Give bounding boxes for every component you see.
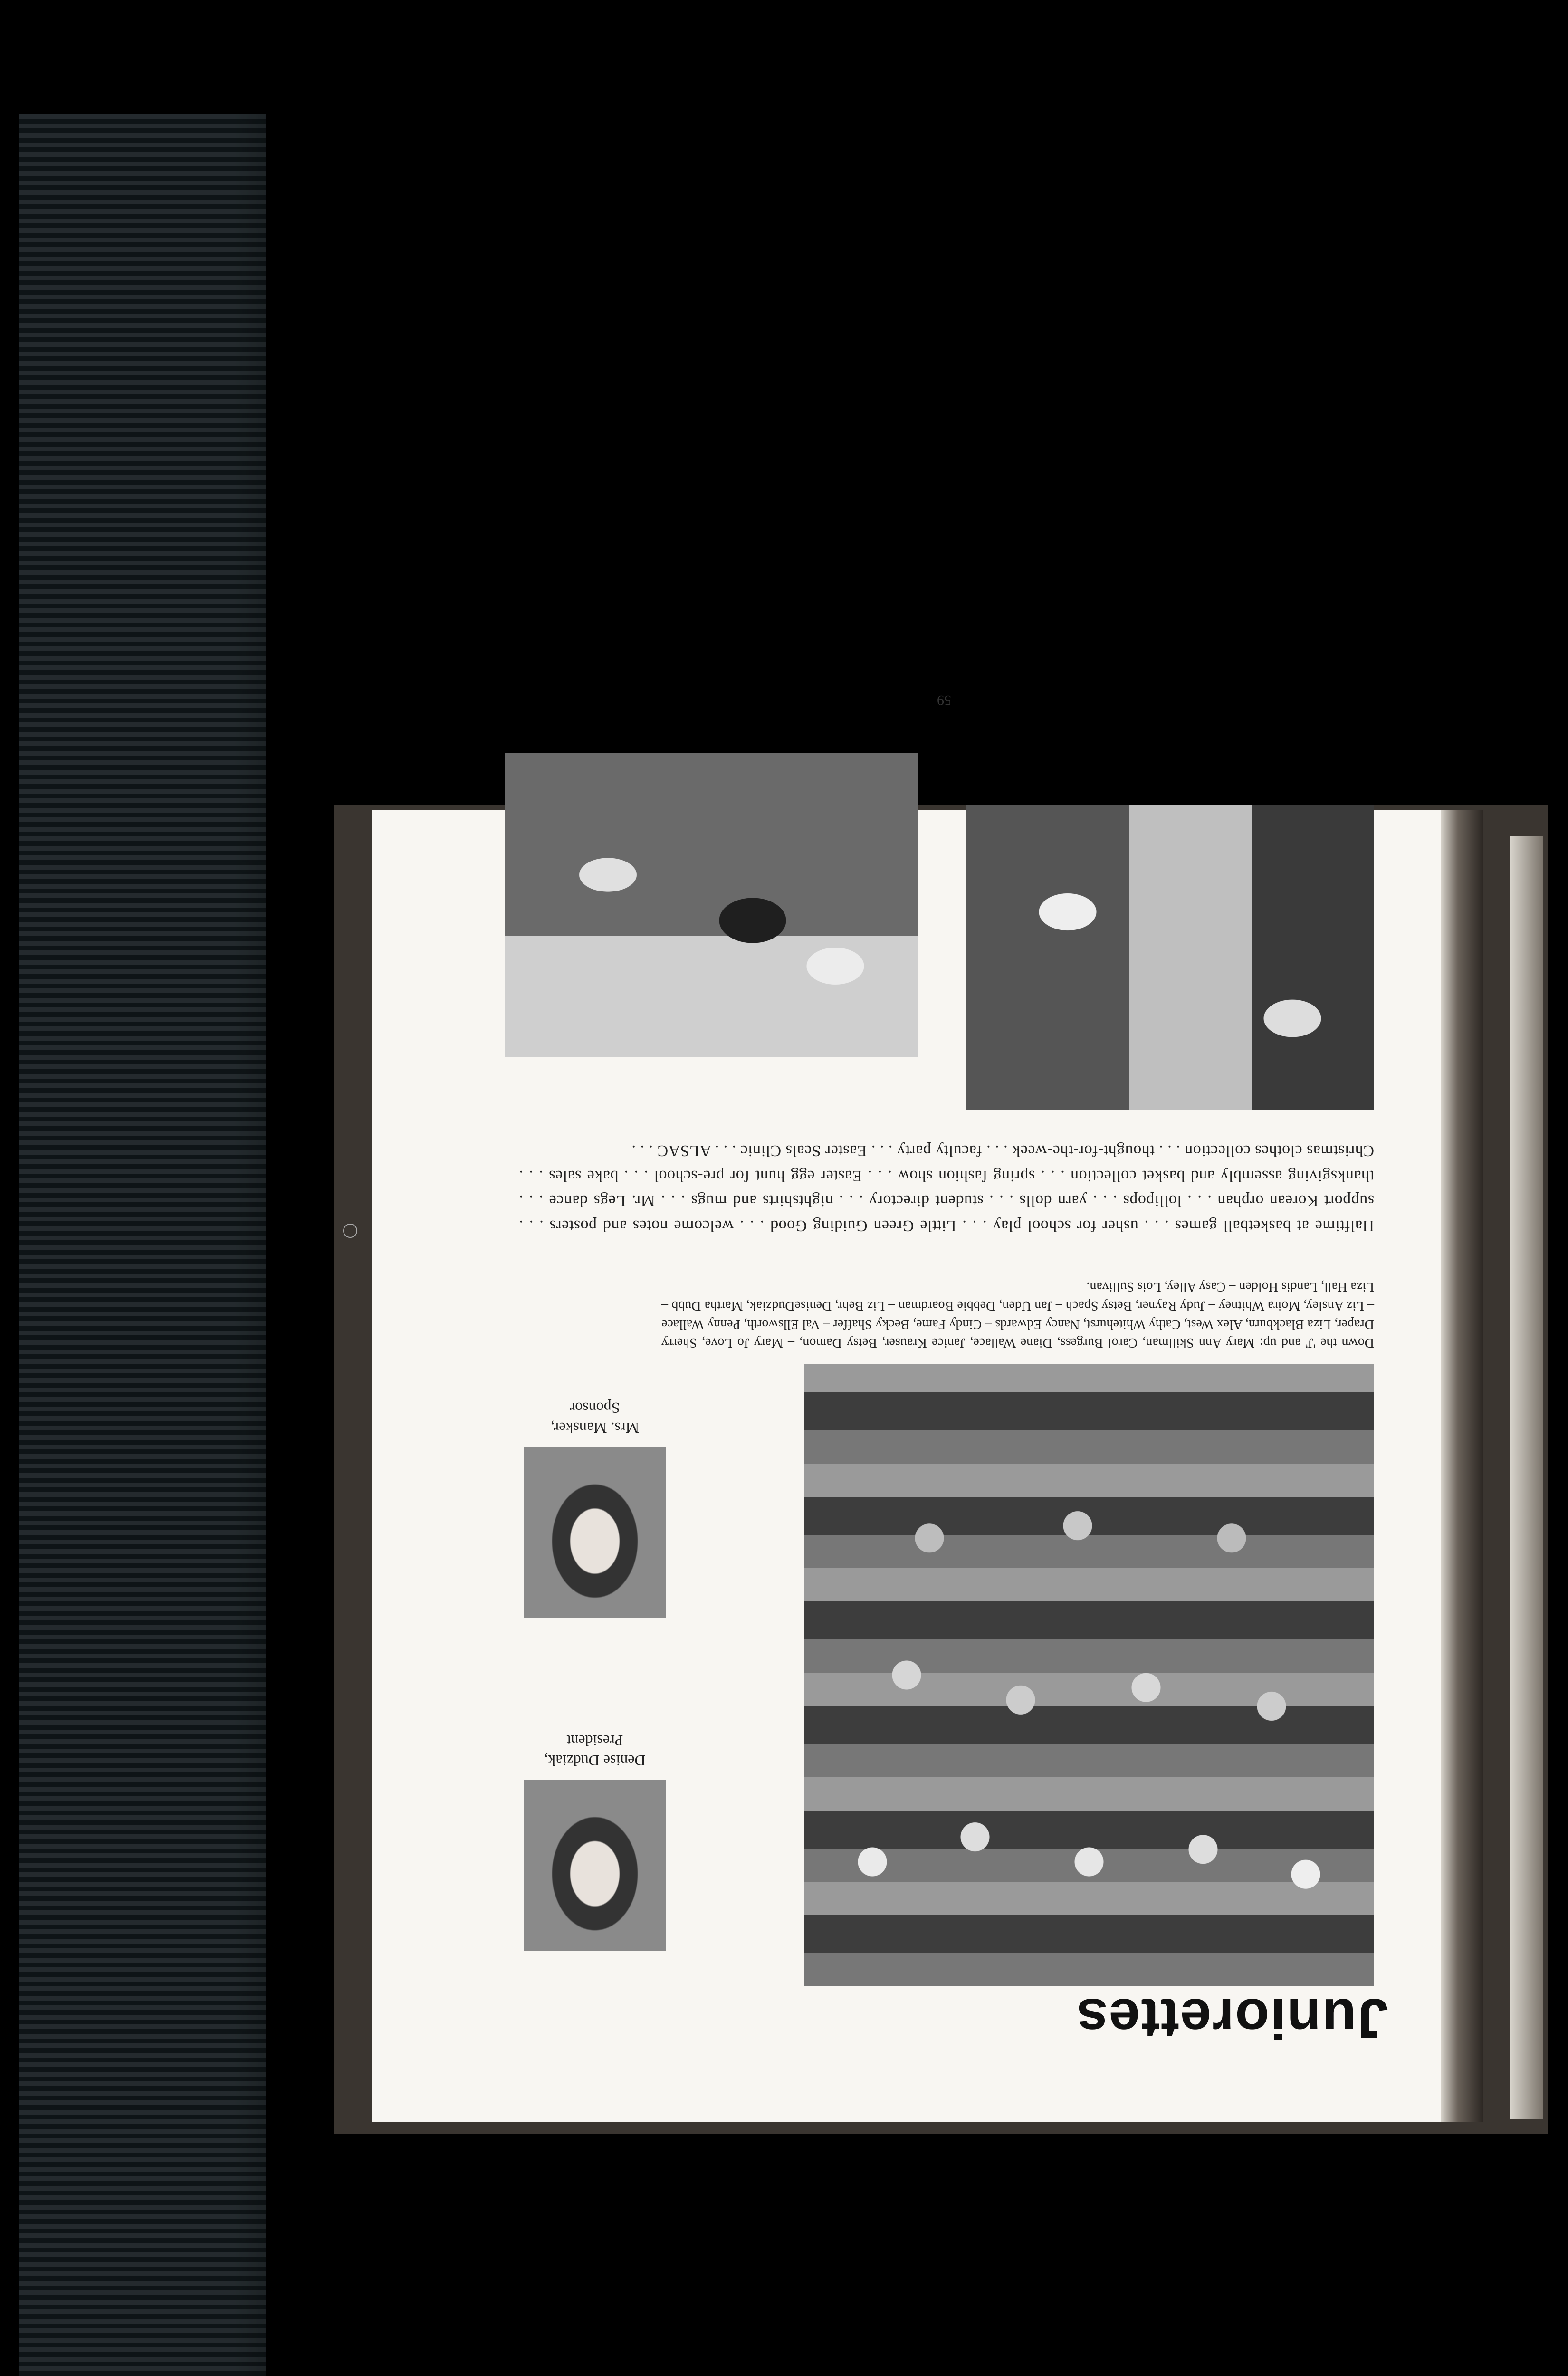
sponsor-caption <box>486 1398 704 1437</box>
page-paper <box>372 692 1483 2122</box>
group-photo <box>804 1364 1374 1986</box>
scan-mark <box>343 1224 357 1238</box>
activity-photo-gift <box>505 753 918 1057</box>
sponsor-role: Sponsor <box>570 1399 620 1417</box>
president-name: Denise Dudziak, <box>544 1752 646 1769</box>
president-caption <box>486 1731 704 1770</box>
activities-paragraph: Halftime at basketball games . . . usher for school play . . . Little Green Guiding Good . . . welcome notes and posters . . . support Korean orphan . . . lollipops . . . yarn dolls . . . student directory . . . nightshirts and mugs . . . Mr. Legs dance . . . thanksgiving assembly and basket collection . . . spring fashion show . . . Easter egg hunt for pre-school . . . bake sales . . . Christmas clothes collection . . . thought-for-the-week . . . faculty party . . . Easter Seals Clinic . . . ALSAC . . . <box>519 1141 1374 1235</box>
president-role: President <box>566 1732 623 1750</box>
activity-photo-hallway <box>966 805 1374 1110</box>
sponsor-portrait <box>524 1447 666 1618</box>
page-title: Juniorettes <box>1075 1987 1388 2050</box>
president-portrait <box>524 1780 666 1951</box>
page-number: 59 <box>937 692 951 708</box>
yearbook-page <box>372 692 1483 2122</box>
roster-caption: Down the 'J' and up: Mary Ann Skillman, Carol Burgess, Diane Wallace, Janice Krauser, Betsy Damon, – Mary Jo Love, Sherry Draper, Liza Blackburn, Alex West, Cathy Whitehurst, Nancy Edwards – Cindy Fame, Becky Shaffer – Val Ellsworth, Penny Wallace – Liz Ansley, Moira Whitney – Judy Rayner, Betsy Spach – Jan Uden, Debbie Boardman – Liz Behr, DeniseDudziak, Martha Dubb – Liza Hall, Landis Holden – Casy Alley, Lois Sullivan. <box>661 1279 1374 1350</box>
page-gutter <box>1441 810 1483 2122</box>
facing-page-edge <box>1510 836 1543 2119</box>
sponsor-name: Mrs. Mansker, <box>550 1419 640 1437</box>
